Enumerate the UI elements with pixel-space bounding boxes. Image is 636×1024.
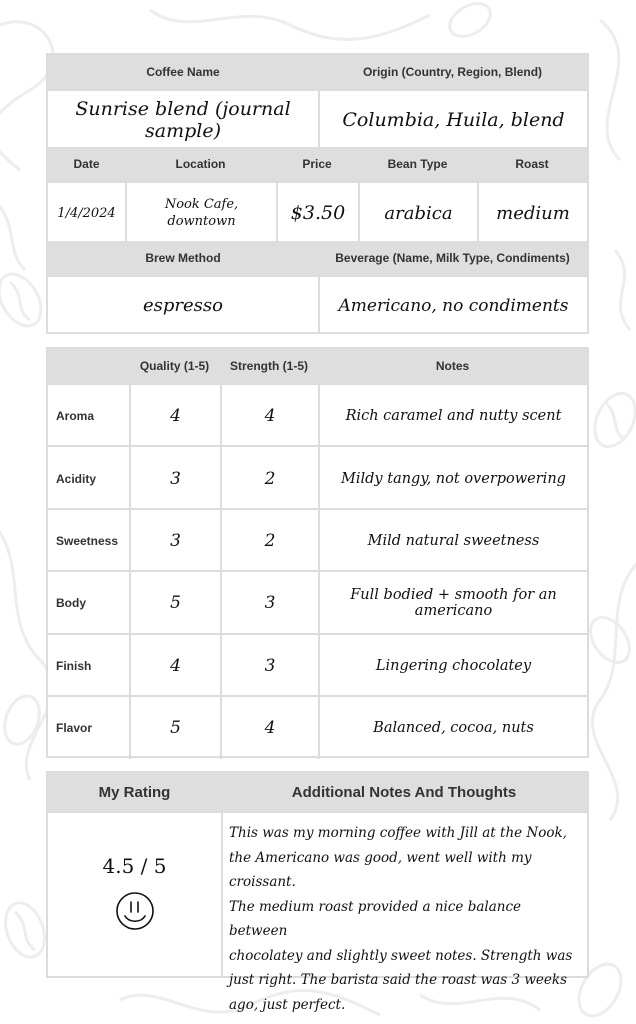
bean-type-label: Bean Type	[387, 157, 448, 171]
additional-notes-text	[229, 821, 581, 1017]
brew-value-row	[48, 275, 587, 334]
coffee-name-value-row	[48, 89, 587, 149]
date-value: 1/4/2024	[57, 205, 116, 221]
rating-cell	[48, 813, 221, 978]
rating-value: 4.5 / 5	[102, 853, 167, 878]
price-value: $3.50	[276, 183, 358, 243]
strength-header: Strength (1-5)	[230, 359, 308, 373]
notes-line: chocolatey and slightly sweet notes. Strength was	[229, 947, 573, 964]
notes-value: Mildy tangy, not overpowering	[318, 447, 587, 509]
strength-value: 3	[220, 572, 318, 634]
brew-header-row	[48, 241, 587, 275]
notes-line: This was my morning coffee with Jill at the Nook,	[229, 825, 567, 841]
strength-value: 4	[220, 697, 318, 759]
brew-method-label: Brew Method	[145, 251, 221, 265]
tasting-row	[48, 508, 587, 572]
notes-value: Rich caramel and nutty scent	[318, 385, 587, 447]
quality-value: 4	[129, 635, 220, 697]
attribute-label: Body	[56, 596, 86, 611]
details-header-row	[48, 147, 587, 181]
tasting-row	[48, 633, 587, 697]
notes-line: The medium roast provided a nice balance between	[229, 898, 522, 939]
notes-line: ago, just perfect.	[229, 996, 346, 1013]
coffee-name-header-row	[48, 55, 587, 89]
beverage-value: Americano, no condiments	[318, 277, 587, 334]
my-rating-label: My Rating	[98, 783, 171, 801]
origin-value: Columbia, Huila, blend	[318, 91, 587, 149]
price-label: Price	[302, 157, 332, 171]
location-line-2: downtown	[167, 214, 236, 229]
strength-value: 2	[220, 510, 318, 572]
attribute-header-blank	[48, 349, 129, 383]
attribute-label: Aroma	[56, 409, 95, 424]
details-value-row	[48, 181, 587, 243]
tasting-row	[48, 695, 587, 759]
location-value	[125, 183, 276, 243]
tasting-header-row	[48, 349, 587, 383]
rating-notes-card	[46, 771, 589, 1013]
origin-label: Origin (Country, Region, Blend)	[362, 65, 543, 79]
roast-label: Roast	[515, 157, 549, 171]
smiley-face-icon	[114, 890, 156, 932]
attribute-label: Finish	[56, 658, 92, 673]
tasting-row	[48, 570, 587, 634]
attribute-label: Flavor	[56, 721, 93, 736]
rating-header-row	[48, 773, 587, 811]
roast-value: medium	[477, 183, 587, 243]
quality-value: 4	[129, 385, 220, 447]
notes-line: just right. The barista said the roast was 3 weeks	[229, 972, 568, 988]
quality-value: 3	[129, 510, 220, 572]
notes-value: Lingering chocolatey	[318, 635, 587, 697]
location-label: Location	[175, 157, 226, 171]
strength-value: 3	[220, 635, 318, 697]
coffee-name-value: Sunrise blend (journal sample)	[75, 98, 291, 142]
date-label: Date	[73, 157, 100, 171]
quality-value: 5	[129, 697, 220, 759]
brew-method-value: espresso	[143, 295, 223, 316]
beverage-label: Beverage (Name, Milk Type, Condiments)	[335, 251, 570, 265]
notes-value: Mild natural sweetness	[318, 510, 587, 572]
coffee-name-label: Coffee Name	[146, 65, 220, 79]
location-line-1: Nook Cafe,	[164, 197, 239, 212]
additional-notes-label: Additional Notes And Thoughts	[291, 783, 517, 801]
coffee-info-card	[46, 53, 589, 334]
strength-value: 4	[220, 385, 318, 447]
quality-value: 5	[129, 572, 220, 634]
notes-value: Full bodied + smooth for an americano	[318, 572, 587, 634]
notes-header: Notes	[435, 359, 470, 373]
tasting-row	[48, 445, 587, 509]
quality-value: 3	[129, 447, 220, 509]
notes-value: Balanced, cocoa, nuts	[318, 697, 587, 759]
tasting-row	[48, 383, 587, 447]
bean-type-value: arabica	[358, 183, 477, 243]
attribute-label: Sweetness	[56, 533, 119, 548]
quality-header: Quality (1-5)	[139, 359, 210, 373]
tasting-table-card	[46, 347, 589, 758]
notes-line: the Americano was good, went well with my croissant.	[229, 849, 532, 890]
attribute-label: Acidity	[56, 471, 97, 486]
rating-body-row	[48, 811, 587, 1013]
strength-value: 2	[220, 447, 318, 509]
